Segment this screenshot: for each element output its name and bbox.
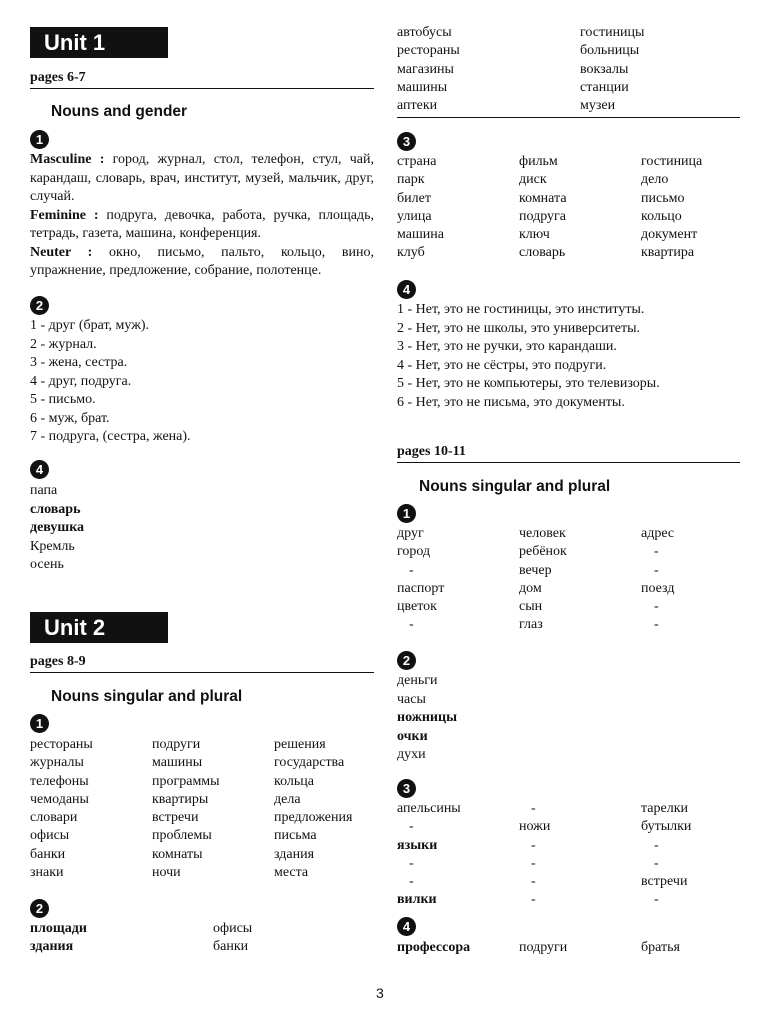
table-cell: - bbox=[409, 617, 414, 633]
list-item: словарь bbox=[30, 501, 81, 517]
feminine-label: Feminine : bbox=[30, 207, 99, 223]
table-cell: комнаты bbox=[152, 846, 203, 862]
exercise-number-2: 2 bbox=[30, 899, 49, 918]
section-heading: Nouns singular and plural bbox=[419, 478, 611, 495]
table-cell: братья bbox=[641, 940, 680, 955]
table-cell: страна bbox=[397, 154, 437, 169]
plural-table-r3 bbox=[397, 800, 691, 910]
table-cell: паспорт bbox=[397, 580, 445, 596]
table-cell: глаз bbox=[519, 617, 543, 633]
table-cell: аптеки bbox=[397, 98, 438, 114]
table-cell: - bbox=[531, 801, 536, 816]
table-cell: поезд bbox=[641, 580, 675, 596]
table-row bbox=[397, 855, 691, 873]
table-row bbox=[397, 244, 702, 262]
answer-list-2 bbox=[30, 317, 191, 447]
table-row bbox=[397, 800, 691, 818]
table-cell: вечер bbox=[519, 562, 552, 578]
table-cell: офисы bbox=[30, 828, 70, 844]
table-row bbox=[397, 891, 691, 909]
table-row bbox=[397, 598, 674, 616]
table-row bbox=[397, 837, 691, 855]
table-cell: ножи bbox=[519, 819, 551, 835]
table-cell: апельсины bbox=[397, 801, 461, 816]
table-cell: банки bbox=[213, 939, 249, 955]
table-cell: словари bbox=[30, 810, 78, 826]
exercise-number-1: 1 bbox=[30, 714, 49, 733]
table-row bbox=[30, 827, 352, 845]
plural-table-r4 bbox=[397, 939, 680, 957]
answer-list-4 bbox=[30, 482, 84, 575]
table-cell: больницы bbox=[580, 43, 640, 59]
table-cell: телефоны bbox=[30, 773, 89, 789]
exercise-number-4: 4 bbox=[397, 280, 416, 299]
neuter-text: окно, письмо, пальто, кольцо, вино, упражнение, предложение, собрание, полотенце. bbox=[30, 244, 375, 278]
table-cell: дела bbox=[274, 791, 301, 807]
list-item: 1 - Нет, это не гостиницы, это институты. bbox=[397, 302, 645, 317]
table-cell: город bbox=[397, 544, 431, 560]
table-cell: билет bbox=[397, 190, 431, 206]
table-cell: магазины bbox=[397, 61, 454, 77]
table-cell: офисы bbox=[213, 921, 253, 936]
table-cell: - bbox=[531, 837, 536, 853]
list-item: 5 - Нет, это не компьютеры, это телевизоры. bbox=[397, 376, 660, 391]
exercise-number-1: 1 bbox=[397, 504, 416, 523]
table-cell: вокзалы bbox=[580, 61, 629, 77]
table-cell: друг bbox=[397, 526, 424, 541]
table-row bbox=[397, 79, 740, 97]
table-cell: решения bbox=[274, 737, 326, 752]
list-item: девушка bbox=[30, 520, 85, 535]
list-item: 1 - друг (брат, муж). bbox=[30, 318, 150, 333]
unit-1-heading: Nouns and gender bbox=[51, 103, 188, 120]
table-cell: ребёнок bbox=[519, 544, 567, 560]
table-cell: - bbox=[654, 892, 659, 908]
table-cell: машина bbox=[397, 227, 444, 243]
table-row bbox=[397, 616, 674, 634]
table-cell: дело bbox=[641, 172, 669, 188]
table-cell: - bbox=[409, 819, 414, 835]
table-row bbox=[30, 938, 252, 956]
page-number: 3 bbox=[376, 985, 384, 1001]
table-row bbox=[397, 208, 702, 226]
table-cell: - bbox=[409, 855, 414, 871]
table-cell: квартира bbox=[641, 245, 695, 261]
table-cell: улица bbox=[397, 208, 432, 224]
unit-2-heading: Nouns singular and plural bbox=[51, 688, 243, 705]
table-cell: здания bbox=[274, 846, 315, 862]
table-cell: журналы bbox=[30, 755, 84, 771]
list-item: осень bbox=[30, 557, 64, 572]
table-cell: письма bbox=[274, 828, 317, 844]
table-cell: ночи bbox=[152, 865, 181, 881]
list-item: ножницы bbox=[397, 710, 457, 725]
table-cell: здания bbox=[30, 939, 74, 955]
table-cell: вилки bbox=[397, 892, 437, 908]
exercise-number-2: 2 bbox=[397, 651, 416, 670]
table-row bbox=[397, 562, 674, 580]
unit-2-pages: pages 8-9 bbox=[30, 654, 374, 673]
table-cell: словарь bbox=[519, 245, 566, 261]
table-cell: встречи bbox=[152, 810, 199, 826]
unit-1-pages: pages 6-7 bbox=[30, 70, 374, 89]
table-row bbox=[30, 809, 352, 827]
table-row bbox=[397, 226, 702, 244]
table-cell: музеи bbox=[580, 98, 616, 114]
table-row bbox=[30, 864, 352, 882]
plural-table-r1 bbox=[397, 525, 674, 635]
table-cell: цветок bbox=[397, 599, 437, 615]
table-cell: языки bbox=[397, 837, 438, 853]
list-item: духи bbox=[397, 747, 426, 762]
list-item: 6 - муж, брат. bbox=[30, 410, 110, 426]
table-row bbox=[30, 791, 352, 809]
table-row bbox=[397, 580, 674, 598]
masculine-label: Masculine : bbox=[30, 152, 105, 167]
table-cell: программы bbox=[152, 773, 220, 789]
table-cell: парк bbox=[397, 172, 425, 188]
table-row bbox=[30, 920, 252, 938]
exercise-number-3: 3 bbox=[397, 779, 416, 798]
table-cell: подруга bbox=[519, 208, 566, 224]
table-cell: ключ bbox=[519, 227, 550, 243]
table-row bbox=[30, 773, 352, 791]
table-cell: машины bbox=[152, 755, 203, 771]
table-cell: диск bbox=[519, 172, 547, 188]
table-row bbox=[397, 543, 674, 561]
list-item: 4 - друг, подруга. bbox=[30, 373, 132, 389]
plural-table-continued bbox=[397, 24, 740, 118]
list-item: 4 - Нет, это не сёстры, это подруги. bbox=[397, 357, 607, 373]
table-row bbox=[397, 873, 691, 891]
table-cell: кольцо bbox=[641, 208, 682, 224]
table-row bbox=[397, 97, 740, 115]
table-cell: государства bbox=[274, 755, 345, 771]
table-cell: - bbox=[409, 562, 414, 578]
table-row bbox=[30, 736, 352, 754]
table-row bbox=[397, 171, 702, 189]
table-row bbox=[397, 818, 691, 836]
exercise-number-4: 4 bbox=[30, 460, 49, 479]
gender-table-3 bbox=[397, 153, 702, 263]
table-cell: сын bbox=[519, 599, 543, 615]
table-cell: гостиница bbox=[641, 154, 703, 169]
exercise-number-1: 1 bbox=[30, 130, 49, 149]
table-cell: гостиницы bbox=[580, 25, 645, 40]
table-cell: бутылки bbox=[641, 819, 692, 835]
table-cell: - bbox=[654, 617, 659, 633]
table-cell: документ bbox=[641, 227, 698, 243]
exercise-number-2: 2 bbox=[30, 296, 49, 315]
table-cell: - bbox=[654, 855, 659, 871]
list-item: очки bbox=[397, 728, 428, 744]
table-cell: - bbox=[531, 855, 536, 871]
table-cell: кольца bbox=[274, 773, 314, 789]
answer-list-r2 bbox=[397, 672, 457, 765]
plural-table-1 bbox=[30, 736, 352, 882]
list-item: 2 - Нет, это не школы, это университеты. bbox=[397, 320, 641, 336]
table-cell: знаки bbox=[30, 865, 64, 881]
table-cell: подруги bbox=[152, 737, 201, 752]
answer-list-4 bbox=[397, 301, 660, 412]
table-cell: - bbox=[654, 562, 659, 578]
table-row bbox=[397, 24, 740, 42]
table-cell: чемоданы bbox=[30, 791, 89, 807]
unit-2-title: Unit 2 bbox=[30, 612, 168, 643]
table-cell: человек bbox=[519, 526, 566, 541]
list-item: деньги bbox=[397, 673, 438, 688]
list-item: 7 - подруга, (сестра, жена). bbox=[30, 429, 191, 444]
table-row bbox=[397, 190, 702, 208]
unit-1-title: Unit 1 bbox=[30, 27, 168, 58]
table-cell: встречи bbox=[641, 874, 688, 890]
table-cell: станции bbox=[580, 79, 629, 95]
section-pages-10-11: pages 10-11 bbox=[397, 444, 740, 463]
table-cell: подруги bbox=[519, 940, 568, 955]
table-cell: машины bbox=[397, 79, 448, 95]
table-cell: письмо bbox=[641, 190, 685, 206]
list-item: 3 - Нет, это не ручки, это карандаши. bbox=[397, 339, 617, 354]
exercise-number-3: 3 bbox=[397, 132, 416, 151]
table-cell: - bbox=[531, 892, 536, 908]
gender-list bbox=[30, 151, 374, 281]
table-cell: клуб bbox=[397, 245, 425, 261]
table-row bbox=[397, 42, 740, 60]
neuter-label: Neuter : bbox=[30, 244, 93, 260]
list-item: часы bbox=[397, 691, 426, 707]
table-cell: фильм bbox=[519, 154, 558, 169]
feminine-text: подруга, девочка, работа, ручка, площадь, тетрадь, газета, машина, конференция. bbox=[30, 207, 374, 241]
masculine-text: город, журнал, стол, телефон, стул, чай, карандаш, словарь, врач, институт, музей, мальчик, друг, случай. bbox=[30, 152, 374, 204]
table-row bbox=[397, 939, 680, 957]
table-cell: - bbox=[409, 874, 414, 890]
table-cell: - bbox=[531, 874, 536, 890]
plural-table-2 bbox=[30, 920, 252, 957]
list-item: Кремль bbox=[30, 538, 75, 554]
table-cell: тарелки bbox=[641, 801, 688, 816]
list-item: папа bbox=[30, 483, 58, 498]
table-row bbox=[397, 61, 740, 79]
table-cell: площади bbox=[30, 921, 87, 936]
table-cell: профессора bbox=[397, 940, 471, 955]
table-cell: - bbox=[654, 544, 659, 560]
table-cell: комната bbox=[519, 190, 567, 206]
table-cell: проблемы bbox=[152, 828, 212, 844]
table-row bbox=[397, 525, 674, 543]
table-row bbox=[30, 754, 352, 772]
table-cell: - bbox=[654, 599, 659, 615]
table-cell: банки bbox=[30, 846, 66, 862]
table-cell: рестораны bbox=[30, 737, 93, 752]
table-cell: дом bbox=[519, 580, 542, 596]
table-cell: - bbox=[654, 837, 659, 853]
table-cell: адрес bbox=[641, 526, 675, 541]
list-item: 6 - Нет, это не письма, это документы. bbox=[397, 394, 625, 410]
list-item: 5 - письмо. bbox=[30, 392, 96, 407]
table-cell: предложения bbox=[274, 810, 353, 826]
table-cell: квартиры bbox=[152, 791, 209, 807]
table-row bbox=[397, 153, 702, 171]
table-row bbox=[30, 846, 352, 864]
table-cell: автобусы bbox=[397, 25, 452, 40]
list-item: 2 - журнал. bbox=[30, 336, 97, 352]
list-item: 3 - жена, сестра. bbox=[30, 355, 128, 370]
exercise-number-4: 4 bbox=[397, 917, 416, 936]
table-cell: места bbox=[274, 865, 309, 881]
table-cell: рестораны bbox=[397, 43, 460, 59]
